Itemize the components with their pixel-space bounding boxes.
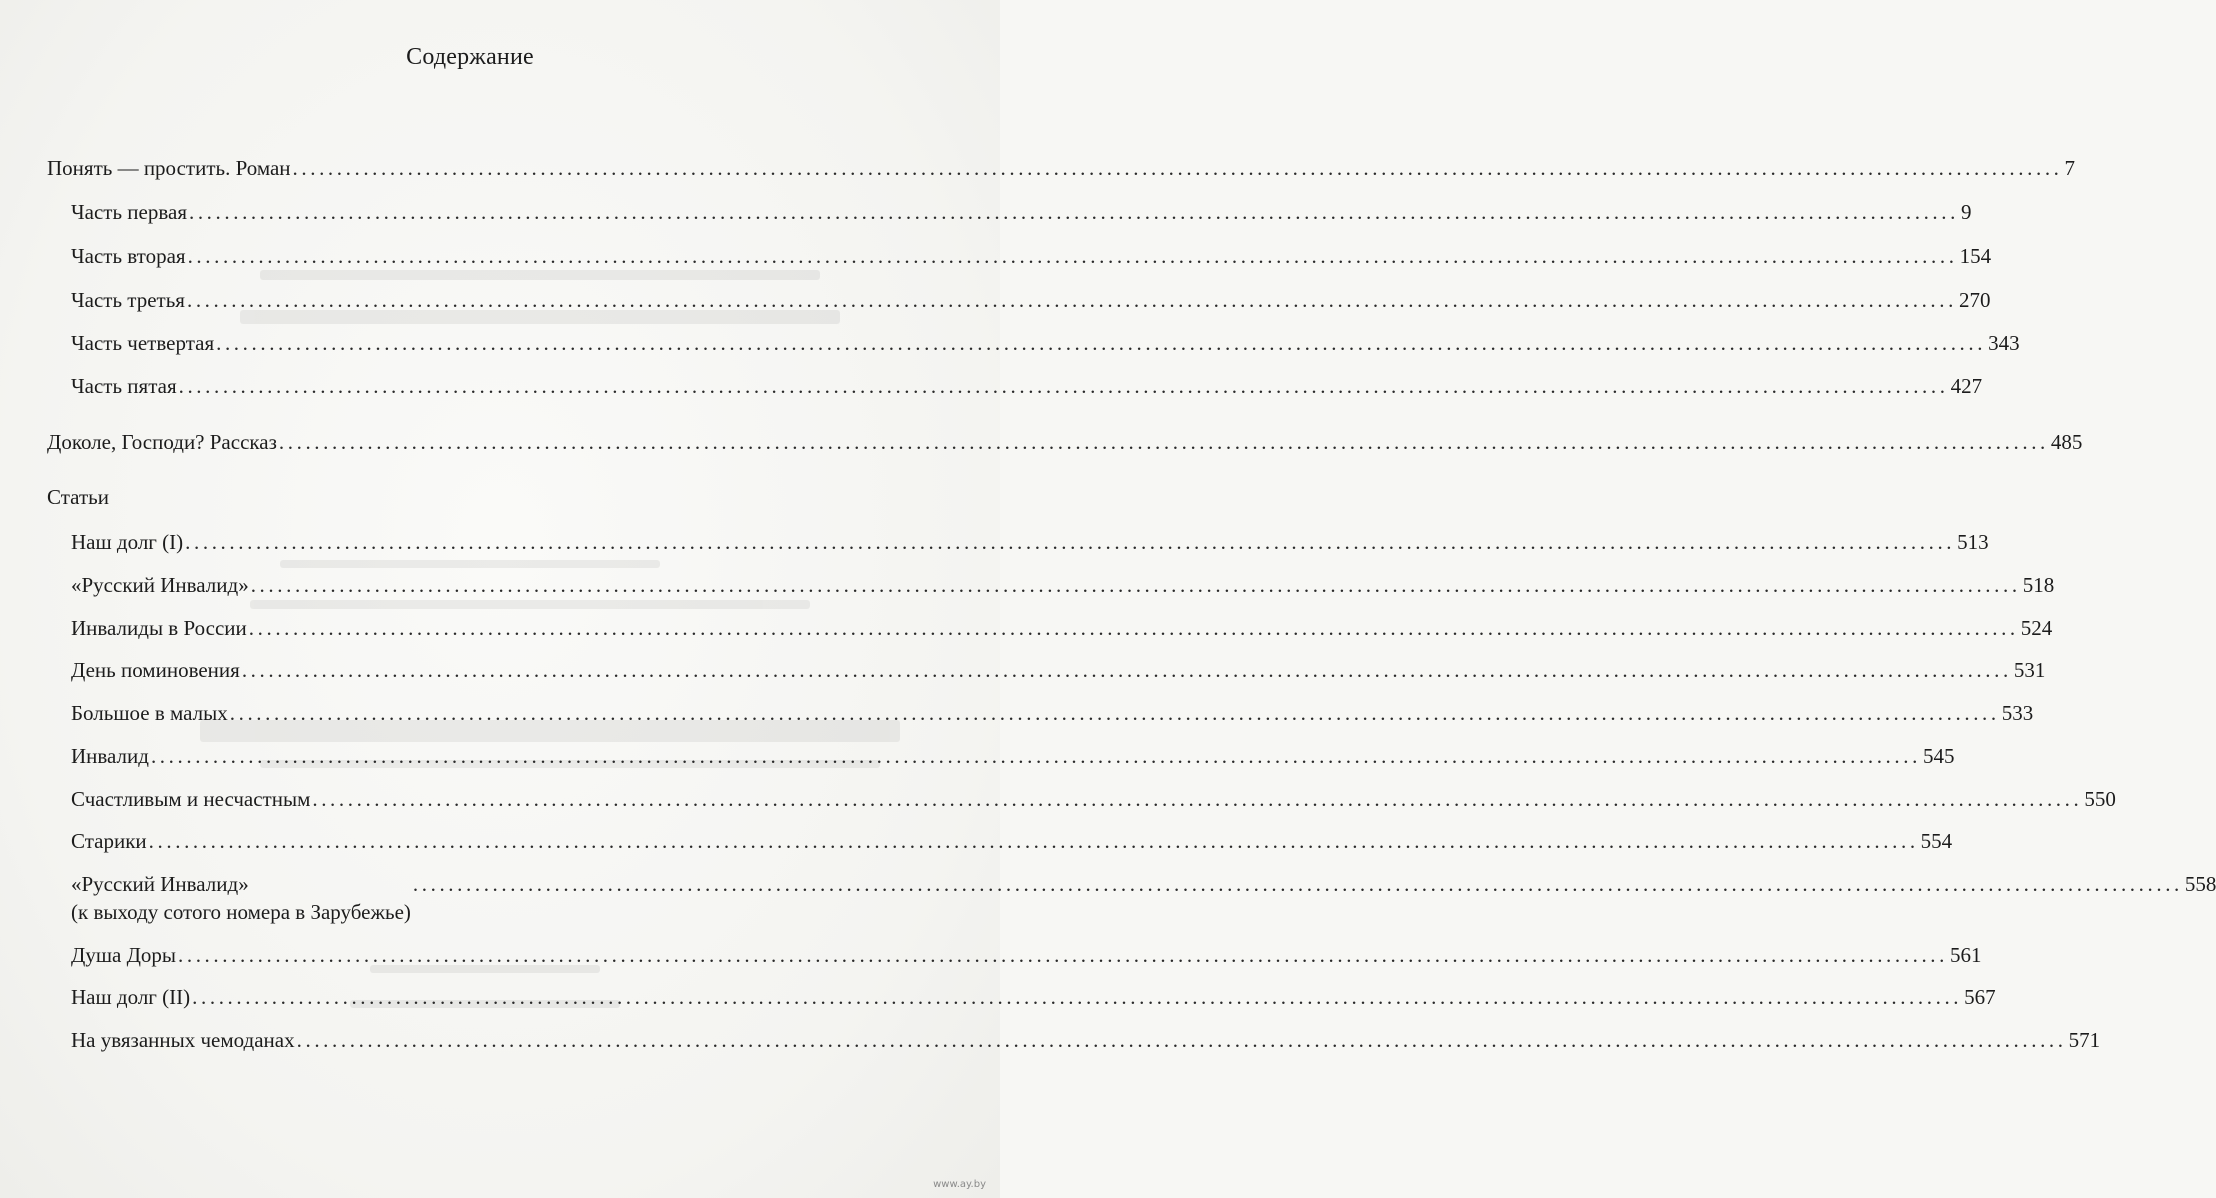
dot-leader: ........................................................................................................................................................................................................ bbox=[296, 1028, 2067, 1052]
dot-leader: ........................................................................................................................................................................................................ bbox=[178, 943, 1948, 967]
toc-entry-novel bbox=[47, 154, 2076, 182]
entry-label: Доколе, Господи? Рассказ bbox=[47, 430, 277, 454]
entry-label-line-2: (к выходу сотого номера в Зарубежье) bbox=[71, 900, 411, 924]
entry-page: 9 bbox=[1960, 200, 1972, 224]
entry-label: Инвалид bbox=[71, 744, 149, 768]
dot-leader: ........................................................................................................................................................................................................ bbox=[192, 985, 1963, 1009]
entry-label: «Русский Инвалид» bbox=[71, 573, 249, 597]
entry-page: 485 bbox=[2050, 430, 2083, 454]
section-heading-articles: Статьи bbox=[47, 485, 109, 509]
entry-label: Часть первая bbox=[71, 200, 187, 224]
entry-label: День поминовения bbox=[71, 658, 240, 682]
entry-page: 154 bbox=[1959, 244, 1992, 268]
dot-leader: ........................................................................................................................................................................................................ bbox=[292, 156, 2063, 180]
entry-page: 545 bbox=[1922, 744, 1955, 768]
entry-page: 567 bbox=[1964, 985, 1996, 1009]
entry-label: Наш долг (II) bbox=[71, 985, 191, 1009]
toc-entry-article-multiline bbox=[71, 870, 2216, 926]
dot-leader: ........................................................................................................................................................................................................ bbox=[150, 744, 1921, 768]
entry-label: Счастливым и несчастным bbox=[71, 787, 311, 811]
dot-leader: ........................................................................................................................................................................................................ bbox=[178, 374, 1949, 398]
toc-entry-article bbox=[71, 614, 2053, 642]
entry-label: Наш долг (I) bbox=[71, 530, 184, 554]
entry-label: Душа Доры bbox=[71, 943, 176, 967]
dot-leader: ........................................................................................................................................................................................................ bbox=[278, 430, 2049, 454]
entry-page: 558 bbox=[2184, 872, 2216, 896]
dot-leader: ........................................................................................................................................................................................................ bbox=[241, 658, 2012, 682]
entry-label bbox=[71, 870, 411, 926]
entry-page: 561 bbox=[1950, 943, 1982, 967]
entry-label: Понять — простить. Роман bbox=[47, 156, 291, 180]
entry-page: 550 bbox=[2084, 787, 2116, 811]
toc-entry-part bbox=[71, 329, 2020, 357]
dot-leader: ........................................................................................................................................................................................................ bbox=[250, 573, 2021, 597]
dot-leader: ........................................................................................................................................................................................................ bbox=[412, 872, 2183, 896]
toc-entry-part bbox=[71, 242, 1992, 270]
entry-page: 7 bbox=[2064, 156, 2076, 180]
entry-page: 427 bbox=[1950, 374, 1983, 398]
site-watermark: www.ay.by bbox=[933, 1179, 986, 1190]
entry-page: 531 bbox=[2013, 658, 2046, 682]
entry-page: 524 bbox=[2020, 616, 2053, 640]
toc-entry-article bbox=[71, 656, 2046, 684]
toc-entry-article bbox=[71, 941, 1982, 969]
toc-entry-article bbox=[71, 1026, 2101, 1054]
dot-leader: ........................................................................................................................................................................................................ bbox=[248, 616, 2019, 640]
entry-page: 270 bbox=[1958, 288, 1991, 312]
dot-leader: ........................................................................................................................................................................................................ bbox=[186, 288, 1957, 312]
toc-entry-article bbox=[71, 528, 1989, 556]
entry-label: Часть четвертая bbox=[71, 331, 215, 355]
toc-entry-article bbox=[71, 785, 2116, 813]
entry-label: Часть пятая bbox=[71, 374, 177, 398]
toc-entry-part bbox=[71, 286, 1991, 314]
dot-leader: ........................................................................................................................................................................................................ bbox=[188, 200, 1959, 224]
toc-entry-article bbox=[71, 827, 1953, 855]
entry-label: Часть третья bbox=[71, 288, 185, 312]
dot-leader: ........................................................................................................................................................................................................ bbox=[187, 244, 1958, 268]
entry-page: 343 bbox=[1988, 331, 2020, 355]
toc-entry-part bbox=[71, 198, 1972, 226]
dot-leader: ........................................................................................................................................................................................................ bbox=[312, 787, 2083, 811]
entry-label: Старики bbox=[71, 829, 147, 853]
entry-page: 554 bbox=[1920, 829, 1953, 853]
dot-leader: ........................................................................................................................................................................................................ bbox=[229, 701, 2000, 725]
entry-page: 533 bbox=[2001, 701, 2034, 725]
entry-label: Часть вторая bbox=[71, 244, 186, 268]
entry-label-line-1: «Русский Инвалид» bbox=[71, 872, 249, 896]
toc-entry-article bbox=[71, 742, 1955, 770]
entry-label: Большое в малых bbox=[71, 701, 228, 725]
toc-entry-story bbox=[47, 428, 2083, 456]
entry-page: 513 bbox=[1957, 530, 1989, 554]
entry-label: Инвалиды в России bbox=[71, 616, 247, 640]
toc-entry-part bbox=[71, 372, 1983, 400]
entry-page: 518 bbox=[2022, 573, 2055, 597]
toc-entry-article bbox=[71, 571, 2055, 599]
toc-entry-article bbox=[71, 699, 2034, 727]
dot-leader: ........................................................................................................................................................................................................ bbox=[216, 331, 1987, 355]
toc-entry-article bbox=[71, 983, 1996, 1011]
dot-leader: ........................................................................................................................................................................................................ bbox=[148, 829, 1919, 853]
dot-leader: ........................................................................................................................................................................................................ bbox=[185, 530, 1956, 554]
entry-page: 571 bbox=[2068, 1028, 2101, 1052]
entry-label: На увязанных чемоданах bbox=[71, 1028, 295, 1052]
toc-title: Содержание bbox=[406, 44, 534, 70]
